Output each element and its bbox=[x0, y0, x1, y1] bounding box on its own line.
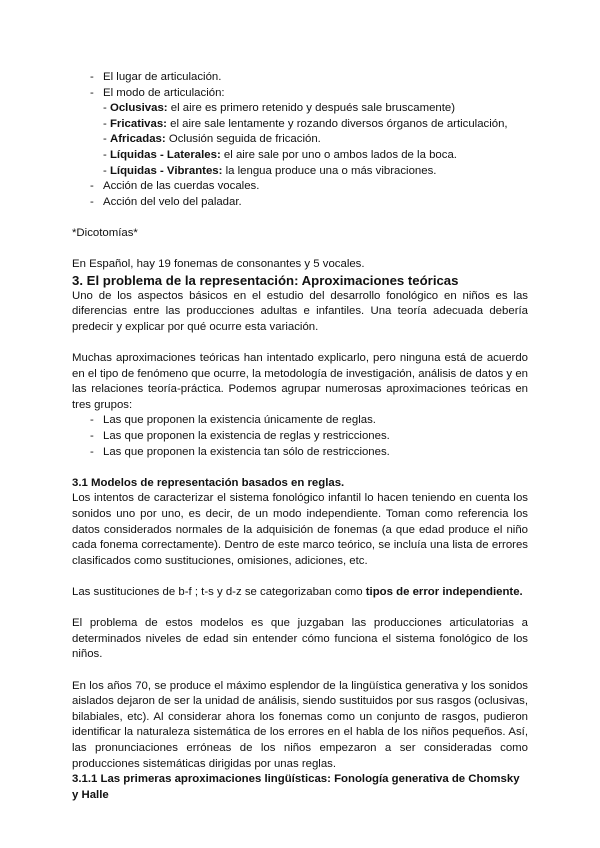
mode-subitem-fricativas: - Fricativas: el aire sale lentamente y rozando diversos órganos de articulación, bbox=[103, 117, 508, 130]
section-3-paragraph-1: Uno de los aspectos básicos en el estudio del desarrollo fonológico en niños es las diferencias entre las producciones adultas e infantiles. Una teoría adecuada debería predecir y explicar por qué ocurre esta variación. bbox=[72, 289, 528, 333]
section-3-1-1-heading: 3.1.1 Las primeras aproximaciones lingüísticas: Fonología generativa de Chomsky y Halle bbox=[72, 773, 520, 801]
list-item bbox=[72, 195, 528, 211]
dash-marker: - bbox=[90, 445, 94, 458]
spacer bbox=[72, 460, 528, 476]
spacer bbox=[72, 242, 528, 258]
spacer bbox=[72, 569, 528, 585]
list-item-text: Acción del velo del paladar. bbox=[103, 195, 242, 208]
section-3-1-paragraph-3: El problema de estos modelos es que juzgaban las producciones articulatorias a determinados niveles de edad sin entender cómo funciona el sistema fonológico de los niños. bbox=[72, 617, 528, 661]
mode-subitem-vibrantes: - Líquidas - Vibrantes: la lengua produce una o más vibraciones. bbox=[103, 164, 437, 177]
dash-marker: - bbox=[90, 86, 94, 99]
list-item-text: Las que proponen la existencia únicamente de reglas. bbox=[103, 414, 376, 427]
section-3-1-paragraph-4: En los años 70, se produce el máximo esplendor de la lingüística generativa y los sonidos aislados dejaron de ser la unidad de análisis, siendo sustituidos por sus rasgos (oclusivas, bilabiales, etc). Al considerar ahora los fonemas como un conjunto de rasgos, pudieron identificar la naturaleza sistemática de los errores en el habla de los niños pequeños. Así, las pronunciaciones erróneas de los niños empezaron a ser consideradas como producciones sistemáticas dirigidas por unas reglas. bbox=[72, 679, 528, 770]
list-item bbox=[72, 429, 528, 445]
spacer bbox=[72, 336, 528, 352]
list-item-text: El lugar de articulación. bbox=[103, 71, 222, 83]
section-3-1-paragraph-1: Los intentos de caracterizar el sistema fonológico infantil lo hacen teniendo en cuenta los sonidos uno por uno, es decir, de un modo independiente. Toman como referencia los datos considerados normales de la adquisición de fonemas (a que edad produce el niño cada fonema correctamente). Dentro de este marco teórico, se incluía una lista de errores clasificados como sustituciones, omisiones, adiciones, etc. bbox=[72, 492, 528, 567]
error-type-term: tipos de error independiente. bbox=[365, 586, 523, 598]
document-page bbox=[72, 70, 528, 803]
list-item-text: El modo de articulación: bbox=[103, 86, 225, 99]
mode-subitem-laterales: - Líquidas - Laterales: el aire sale por uno o ambos lados de la boca. bbox=[103, 148, 457, 161]
dicotomias-note: *Dicotomías* bbox=[72, 226, 138, 239]
section-3-1-heading: 3.1 Modelos de representación basados en reglas. bbox=[72, 476, 345, 489]
list-item-text: Acción de las cuerdas vocales. bbox=[103, 180, 260, 193]
term-oclusivas: Oclusivas: bbox=[109, 102, 168, 115]
term-laterales: Líquidas - Laterales: bbox=[109, 148, 221, 161]
dash-marker: - bbox=[90, 180, 94, 193]
articulation-list bbox=[72, 70, 528, 210]
term-vibrantes: Líquidas - Vibrantes: bbox=[109, 164, 223, 177]
approaches-list bbox=[72, 413, 528, 460]
term-africadas: Africadas: bbox=[109, 133, 166, 146]
list-item-text: Las que proponen la existencia de reglas y restricciones. bbox=[103, 430, 390, 443]
dash-marker: - bbox=[90, 71, 94, 83]
dash-marker: - bbox=[90, 195, 94, 208]
list-item bbox=[72, 86, 528, 102]
section-3-paragraph-2: Muchas aproximaciones teóricas han intentado explicarlo, pero ninguna está de acuerdo en el tipo de fenómeno que ocurre, la metodología de investigación, análisis de datos y en las relaciones teoría-práctica. Podemos agrupar numerosas aproximaciones teóricas en tres grupos: bbox=[72, 352, 528, 411]
list-item-text: Las que proponen la existencia tan sólo de restricciones. bbox=[103, 445, 390, 458]
section-3-heading: 3. El problema de la representación: Aproximaciones teóricas bbox=[72, 272, 459, 288]
dash-marker: - bbox=[90, 430, 94, 443]
spacer bbox=[72, 663, 528, 679]
mode-subitem-oclusivas: - Oclusivas: el aire es primero retenido y después sale bruscamente) bbox=[103, 102, 456, 115]
phoneme-count-text: En Español, hay 19 fonemas de consonantes y 5 vocales. bbox=[72, 258, 365, 271]
list-item bbox=[72, 70, 528, 86]
dash-marker: - bbox=[90, 414, 94, 427]
list-item bbox=[72, 179, 528, 195]
spacer bbox=[72, 210, 528, 226]
list-item bbox=[72, 445, 528, 461]
mode-subitem-africadas: - Africadas: Oclusión seguida de fricación. bbox=[103, 133, 321, 146]
substitutions-paragraph: Las sustituciones de b-f ; t-s y d-z se categorizaban como tipos de error independiente. bbox=[72, 586, 523, 598]
term-fricativas: Fricativas: bbox=[109, 117, 167, 130]
list-item bbox=[72, 413, 528, 429]
spacer bbox=[72, 601, 528, 617]
